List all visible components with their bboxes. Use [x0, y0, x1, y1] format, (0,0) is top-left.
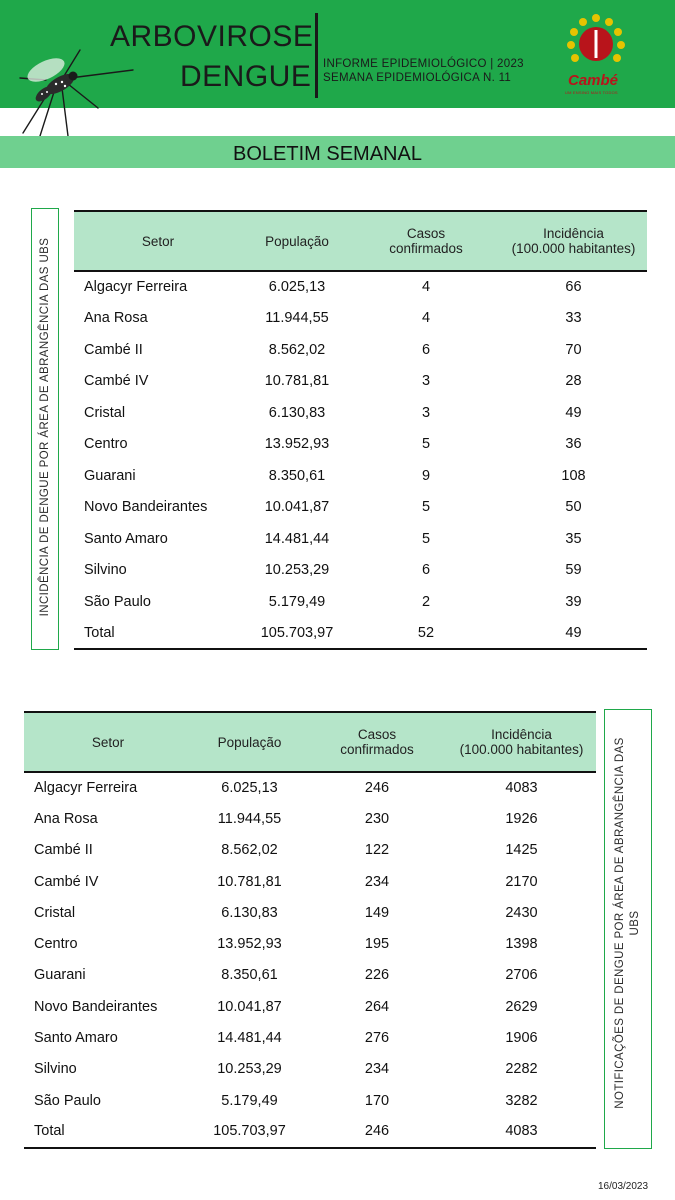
cell-incidencia: 35 — [565, 530, 582, 547]
cell-incidencia: 1926 — [505, 810, 538, 827]
table-row — [24, 960, 596, 991]
table2-side-label-l2: UBS — [629, 910, 641, 936]
cell-casos: 170 — [364, 1092, 390, 1109]
cell-incidencia: 3282 — [505, 1092, 538, 1109]
cell-setor: Total — [74, 618, 242, 650]
cell-casos: 3 — [421, 404, 431, 421]
cell-setor: Santo Amaro — [34, 1030, 118, 1047]
cell-casos: 276 — [364, 1030, 390, 1047]
table1-side-label-text: INCIDÊNCIA DE DENGUE POR ÁREA DE ABRANGÊNCIA DAS UBS — [39, 237, 51, 617]
header-incid-l1: Incidência — [543, 226, 604, 241]
cell-incidencia: 108 — [561, 467, 586, 484]
cell-casos: 9 — [421, 467, 431, 484]
cell-setor: Ana Rosa — [34, 810, 98, 827]
logo-name: Cambé — [568, 72, 619, 89]
table-row — [24, 1085, 596, 1116]
table-row — [74, 586, 647, 618]
cell-populacao: 10.253,29 — [264, 562, 330, 579]
table-row — [74, 460, 647, 492]
cell-casos: 226 — [364, 967, 390, 984]
cell-setor: Guarani — [34, 967, 86, 984]
header-setor: Setor — [24, 712, 192, 772]
table2-side-label-text — [613, 704, 643, 1142]
table-row — [74, 366, 647, 398]
cell-populacao: 10.781,81 — [217, 873, 282, 890]
cell-setor: Centro — [34, 936, 78, 953]
table-header-row — [24, 712, 596, 772]
table2-side-label-l1: NOTIFICAÇÕES DE DENGUE POR ÁREA DE ABRANGÊNCIA DAS — [614, 737, 626, 1109]
cell-setor: Silvino — [34, 1061, 77, 1078]
cell-incidencia: 4083 — [505, 780, 538, 797]
header-setor: Setor — [74, 211, 242, 271]
cell-casos: 6 — [421, 562, 431, 579]
cell-setor: São Paulo — [34, 1092, 101, 1109]
cell-setor: São Paulo — [84, 593, 151, 610]
header-incid-l1: Incidência — [491, 727, 552, 742]
cell-casos: 52 — [352, 618, 500, 650]
cell-setor: Algacyr Ferreira — [34, 780, 138, 797]
cell-casos: 2 — [421, 593, 431, 610]
info-line-2: SEMANA EPIDEMIOLÓGICA N. 11 — [323, 72, 512, 84]
cell-casos: 4 — [421, 279, 431, 296]
cell-setor: Guarani — [84, 467, 136, 484]
table-row — [24, 897, 596, 928]
cambe-logo-icon — [563, 12, 629, 74]
header-casos-l2: confirmados — [389, 241, 463, 256]
cell-populacao: 5.179,49 — [268, 593, 326, 610]
table-header-row — [74, 211, 647, 271]
cell-populacao: 6.025,13 — [221, 780, 278, 797]
cell-incidencia: 2629 — [505, 998, 538, 1015]
cell-incidencia: 2430 — [505, 904, 538, 921]
cell-incidencia: 49 — [565, 404, 582, 421]
cell-casos: 234 — [364, 873, 390, 890]
cell-populacao: 6.025,13 — [268, 279, 326, 296]
notifications-table — [24, 711, 596, 1149]
cell-casos: 5 — [421, 436, 431, 453]
table-row — [24, 772, 596, 803]
header-populacao: População — [192, 712, 307, 772]
cell-incidencia: 28 — [565, 373, 582, 390]
cell-incidencia: 33 — [565, 310, 582, 327]
header-casos — [352, 211, 500, 271]
info-line-1: INFORME EPIDEMIOLÓGICO | 2023 — [323, 58, 524, 70]
cell-casos: 246 — [307, 1116, 447, 1147]
cell-setor: Cristal — [84, 404, 126, 421]
cell-incidencia: 39 — [565, 593, 582, 610]
cell-setor: Centro — [84, 436, 128, 453]
cell-setor: Total — [24, 1116, 192, 1147]
table-row — [74, 555, 647, 587]
cell-incidencia: 1906 — [505, 1030, 538, 1047]
table-row — [74, 429, 647, 461]
cell-casos: 4 — [421, 310, 431, 327]
incidence-table — [74, 210, 647, 650]
cell-populacao: 8.350,61 — [221, 967, 278, 984]
cell-incidencia: 1398 — [505, 936, 538, 953]
header-casos-l1: Casos — [357, 727, 397, 742]
cell-casos: 195 — [364, 936, 390, 953]
header-divider — [315, 13, 318, 98]
logo-tagline: UM ENSINO MAIS TODOS — [565, 90, 618, 95]
table-row — [24, 866, 596, 897]
cell-casos: 230 — [364, 810, 390, 827]
header-populacao: População — [242, 211, 352, 271]
cell-populacao: 10.781,81 — [264, 373, 330, 390]
header-casos-l1: Casos — [406, 226, 446, 241]
cell-incidencia: 36 — [565, 436, 582, 453]
cell-incidencia: 2170 — [505, 873, 538, 890]
cell-incidencia: 70 — [565, 341, 582, 358]
cell-incidencia: 2282 — [505, 1061, 538, 1078]
cell-populacao: 14.481,44 — [264, 530, 330, 547]
cell-populacao: 13.952,93 — [264, 436, 330, 453]
table-row — [74, 271, 647, 303]
cell-casos: 264 — [364, 998, 390, 1015]
cell-setor: Cambé IV — [34, 873, 99, 890]
cell-populacao: 11.944,55 — [265, 310, 329, 327]
cell-casos: 149 — [364, 904, 390, 921]
table-row — [24, 1054, 596, 1085]
cell-setor: Cambé IV — [84, 373, 149, 390]
cell-populacao: 6.130,83 — [268, 404, 326, 421]
table-row — [24, 991, 596, 1022]
table1-side-label — [31, 208, 59, 650]
cell-populacao: 105.703,97 — [192, 1116, 307, 1147]
table-row — [74, 618, 647, 650]
cell-populacao: 8.562,02 — [268, 341, 326, 358]
header-casos — [307, 712, 447, 772]
footer-date: 16/03/2023 — [598, 1181, 649, 1192]
cell-setor: Ana Rosa — [84, 310, 148, 327]
banner-title: BOLETIM SEMANAL — [233, 143, 422, 165]
cell-incidencia: 49 — [500, 618, 647, 650]
table-row — [24, 835, 596, 866]
cell-casos: 5 — [421, 530, 431, 547]
cell-populacao: 10.041,87 — [217, 998, 282, 1015]
header-incid-l2: (100.000 habitantes) — [511, 241, 636, 256]
table-row — [24, 1022, 596, 1053]
cell-setor: Santo Amaro — [84, 530, 168, 547]
cell-casos: 3 — [421, 373, 431, 390]
cell-incidencia: 4083 — [447, 1116, 596, 1147]
cell-setor: Novo Bandeirantes — [84, 499, 208, 516]
table-row — [74, 334, 647, 366]
cell-populacao: 5.179,49 — [221, 1092, 278, 1109]
title-dengue: DENGUE — [180, 60, 312, 93]
cell-casos: 6 — [421, 341, 431, 358]
cell-casos: 5 — [421, 499, 431, 516]
cell-populacao: 13.952,93 — [217, 936, 282, 953]
cell-casos: 246 — [364, 780, 390, 797]
cell-setor: Algacyr Ferreira — [84, 279, 188, 296]
cell-incidencia: 1425 — [505, 842, 538, 859]
cell-setor: Cristal — [34, 904, 76, 921]
cell-populacao: 11.944,55 — [217, 810, 282, 827]
table-row — [74, 492, 647, 524]
cell-incidencia: 66 — [565, 279, 582, 296]
header-casos-l2: confirmados — [340, 742, 414, 757]
cell-setor: Cambé II — [84, 341, 143, 358]
cell-populacao: 10.253,29 — [217, 1061, 282, 1078]
cell-populacao: 8.562,02 — [221, 842, 278, 859]
header-incid-l2: (100.000 habitantes) — [459, 742, 584, 757]
title-arbovirose: ARBOVIROSE — [110, 20, 314, 53]
cell-incidencia: 2706 — [505, 967, 538, 984]
cell-setor: Cambé II — [34, 842, 93, 859]
cell-populacao: 10.041,87 — [264, 499, 330, 516]
cell-casos: 234 — [364, 1061, 390, 1078]
cell-incidencia: 50 — [565, 499, 582, 516]
cell-populacao: 14.481,44 — [217, 1030, 282, 1047]
cell-populacao: 105.703,97 — [242, 618, 352, 650]
table-row — [74, 397, 647, 429]
header-incidencia — [447, 712, 596, 772]
table-row — [24, 803, 596, 834]
table-row — [24, 928, 596, 959]
table-row — [74, 303, 647, 335]
cell-populacao: 8.350,61 — [268, 467, 326, 484]
cell-setor: Novo Bandeirantes — [34, 998, 158, 1015]
table-row — [74, 523, 647, 555]
header-incidencia — [500, 211, 647, 271]
table-row — [24, 1116, 596, 1147]
table2-side-label — [604, 709, 652, 1149]
cell-setor: Silvino — [84, 562, 127, 579]
cell-casos: 122 — [364, 842, 390, 859]
cell-incidencia: 59 — [565, 562, 582, 579]
cell-populacao: 6.130,83 — [221, 904, 278, 921]
